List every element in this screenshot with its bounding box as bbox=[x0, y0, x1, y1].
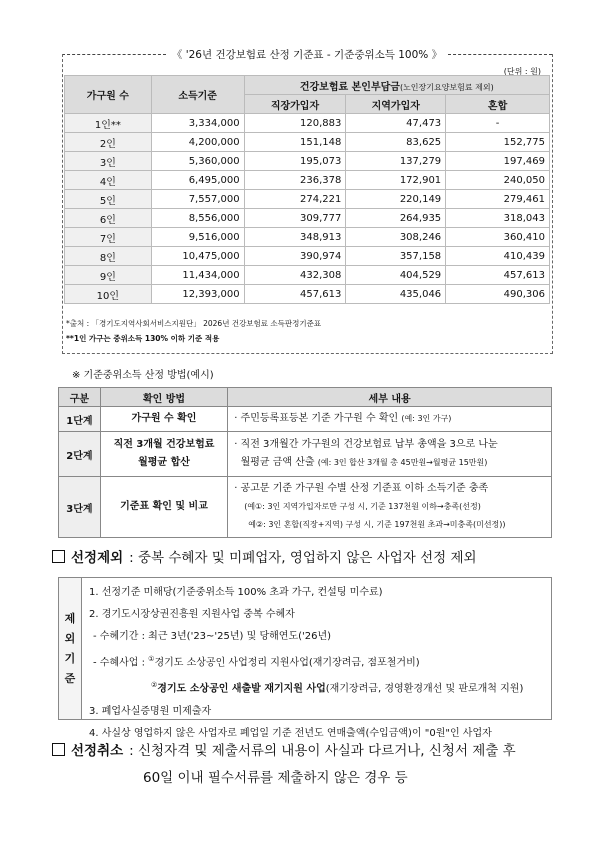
list-item bbox=[89, 648, 523, 674]
cell-regional: 137,279 bbox=[346, 152, 446, 171]
item-text: 경기도 소상공인 사업정리 지원사업(재기장려금, 점포철거비) bbox=[154, 657, 420, 669]
cell-income: 11,434,000 bbox=[151, 266, 244, 285]
header-mixed: 혼합 bbox=[446, 95, 550, 114]
step-method: 기준표 확인 및 비교 bbox=[100, 477, 227, 538]
cell-income: 5,360,000 bbox=[151, 152, 244, 171]
cell-regional: 404,529 bbox=[346, 266, 446, 285]
cell-employee: 309,777 bbox=[244, 209, 346, 228]
checkbox-square-icon bbox=[52, 550, 65, 563]
calculation-method-table bbox=[58, 387, 552, 538]
cell-regional: 83,625 bbox=[346, 133, 446, 152]
table-row bbox=[65, 190, 550, 209]
cell-income: 4,200,000 bbox=[151, 133, 244, 152]
cell-regional: 435,046 bbox=[346, 285, 446, 304]
detail-example: (예①: 3인 지역가입자로만 구성 시, 기준 137천원 이하→충족(선정) bbox=[244, 502, 481, 511]
cell-mixed: 279,461 bbox=[446, 190, 550, 209]
cell-employee: 348,913 bbox=[244, 228, 346, 247]
cell-household: 9인 bbox=[65, 266, 152, 285]
header-premium-label: 건강보험료 본인부담금 bbox=[299, 81, 400, 93]
side-char: 외 bbox=[64, 631, 76, 645]
exclusion-list bbox=[89, 582, 523, 745]
cell-mixed: 457,613 bbox=[446, 266, 550, 285]
cell-income: 12,393,000 bbox=[151, 285, 244, 304]
item-mark: ② bbox=[151, 681, 158, 690]
cell-household: 3인 bbox=[65, 152, 152, 171]
header-income: 소득기준 bbox=[151, 76, 244, 114]
unit-label: (단위 : 원) bbox=[503, 67, 541, 76]
detail-text: 월평균 금액 산출 bbox=[240, 457, 315, 468]
list-item bbox=[89, 674, 523, 700]
cancellation-text: : 신청자격 및 제출서류의 내용이 사실과 다르거나, 신청서 제출 후 bbox=[129, 743, 516, 759]
header-premium-note: (노인장기요양보험료 제외) bbox=[399, 82, 494, 92]
cell-employee: 120,883 bbox=[244, 114, 346, 133]
cell-employee: 432,308 bbox=[244, 266, 346, 285]
cell-regional: 308,246 bbox=[346, 228, 446, 247]
table-row bbox=[65, 247, 550, 266]
table-row bbox=[65, 152, 550, 171]
step-detail bbox=[228, 477, 552, 538]
cell-mixed: 410,439 bbox=[446, 247, 550, 266]
table-row bbox=[65, 114, 550, 133]
detail-text: · 주민등록표등본 기준 가구원 수 확인 bbox=[234, 413, 399, 424]
cell-household: 7인 bbox=[65, 228, 152, 247]
cell-income: 8,556,000 bbox=[151, 209, 244, 228]
cell-employee: 390,974 bbox=[244, 247, 346, 266]
list-item: 2. 경기도시장상권진흥원 지원사업 중복 수혜자 bbox=[89, 609, 295, 620]
step-method: 가구원 수 확인 bbox=[100, 407, 227, 432]
cell-income: 9,516,000 bbox=[151, 228, 244, 247]
cell-regional: 47,473 bbox=[346, 114, 446, 133]
single-household-note: **1인 가구는 중위소득 130% 이하 기준 적용 bbox=[66, 334, 220, 343]
side-char: 기 bbox=[64, 651, 76, 665]
cancellation-text-cont: 60일 이내 필수서류를 제출하지 않은 경우 등 bbox=[143, 770, 408, 786]
table-row bbox=[65, 133, 550, 152]
header-household: 가구원 수 bbox=[65, 76, 152, 114]
exclusion-side-label bbox=[59, 578, 82, 719]
cell-mixed: 318,043 bbox=[446, 209, 550, 228]
header-detail: 세부 내용 bbox=[228, 388, 552, 407]
step-detail bbox=[228, 432, 552, 477]
list-item: 4. 사실상 영업하지 않은 사업자로 폐업일 기준 전년도 연매출액(수입금액)이 "0원"인 사업자 bbox=[89, 727, 492, 739]
method-line: 월평균 합산 bbox=[138, 457, 190, 468]
cell-mixed: 360,410 bbox=[446, 228, 550, 247]
cell-mixed: 240,050 bbox=[446, 171, 550, 190]
cell-mixed: - bbox=[446, 114, 550, 133]
step-label: 1단계 bbox=[59, 407, 101, 432]
cell-regional: 220,149 bbox=[346, 190, 446, 209]
exclusion-criteria-box bbox=[58, 577, 552, 739]
table-row bbox=[65, 228, 550, 247]
item-prefix: - 수혜사업 : bbox=[93, 657, 149, 669]
cell-household: 10인 bbox=[65, 285, 152, 304]
exclusion-heading bbox=[52, 546, 477, 566]
item-bold-text: 경기도 소상공인 새출발 재기지원 사업 bbox=[157, 683, 326, 695]
cell-income: 10,475,000 bbox=[151, 247, 244, 266]
cell-mixed: 490,306 bbox=[446, 285, 550, 304]
table-row bbox=[65, 209, 550, 228]
premium-criteria-table bbox=[64, 75, 550, 304]
checkbox-square-icon bbox=[52, 743, 65, 756]
header-employee: 직장가입자 bbox=[244, 95, 346, 114]
cell-household: 1인** bbox=[65, 114, 152, 133]
cell-household: 6인 bbox=[65, 209, 152, 228]
table-row bbox=[65, 171, 550, 190]
detail-text: · 직전 3개월간 가구원의 건강보험료 납부 총액을 3으로 나눈 bbox=[234, 439, 498, 450]
exclusion-head: 선정제외 bbox=[71, 550, 124, 566]
cell-mixed: 152,775 bbox=[446, 133, 550, 152]
cancellation-head: 선정취소 bbox=[71, 743, 124, 759]
header-method: 확인 방법 bbox=[100, 388, 227, 407]
section-title-text: 《 '26년 건강보험료 산정 기준표 - 기준중위소득 100% 》 bbox=[171, 48, 443, 61]
detail-example: 예②: 3인 혼합(직장+지역) 구성 시, 기준 197천원 초과→미충족(미선정)) bbox=[248, 520, 506, 529]
step-detail bbox=[228, 407, 552, 432]
header-premium bbox=[244, 76, 549, 95]
cell-income: 6,495,000 bbox=[151, 171, 244, 190]
cell-regional: 172,901 bbox=[346, 171, 446, 190]
step-method bbox=[100, 432, 227, 477]
table-row bbox=[65, 266, 550, 285]
cell-employee: 195,073 bbox=[244, 152, 346, 171]
table-row bbox=[65, 285, 550, 304]
cell-employee: 274,221 bbox=[244, 190, 346, 209]
header-regional: 지역가입자 bbox=[346, 95, 446, 114]
cell-income: 7,557,000 bbox=[151, 190, 244, 209]
cell-household: 5인 bbox=[65, 190, 152, 209]
list-item: 3. 폐업사실증명원 미제출자 bbox=[89, 705, 212, 717]
cell-household: 8인 bbox=[65, 247, 152, 266]
example-title: ※ 기준중위소득 산정 방법(예시) bbox=[72, 370, 214, 381]
step-row bbox=[59, 477, 552, 538]
exclusion-text: : 중복 수혜자 및 미폐업자, 영업하지 않은 사업자 선정 제외 bbox=[129, 550, 477, 566]
cell-employee: 457,613 bbox=[244, 285, 346, 304]
step-row bbox=[59, 432, 552, 477]
cell-household: 4인 bbox=[65, 171, 152, 190]
step-label: 2단계 bbox=[59, 432, 101, 477]
method-line: 직전 3개월 건강보험료 bbox=[113, 439, 215, 450]
step-label: 3단계 bbox=[59, 477, 101, 538]
detail-text: · 공고문 기준 가구원 수별 산정 기준표 이하 소득기준 충족 bbox=[234, 483, 489, 494]
cell-income: 3,334,000 bbox=[151, 114, 244, 133]
cell-employee: 236,378 bbox=[244, 171, 346, 190]
cell-employee: 151,148 bbox=[244, 133, 346, 152]
source-note: *출처 : 「경기도지역사회서비스지원단」 2026년 건강보험료 소득판정기준표 bbox=[66, 319, 322, 328]
list-item: - 수혜기간 : 최근 3년('23~'25년) 및 당해연도('26년) bbox=[93, 631, 332, 642]
cell-mixed: 197,469 bbox=[446, 152, 550, 171]
item-text: (재기장려금, 경영환경개선 및 판로개척 지원) bbox=[325, 683, 524, 695]
cell-regional: 264,935 bbox=[346, 209, 446, 228]
cancellation-heading bbox=[52, 739, 516, 759]
item-mark: ① bbox=[148, 655, 155, 663]
side-char: 제 bbox=[64, 611, 76, 625]
header-step: 구분 bbox=[59, 388, 101, 407]
cell-household: 2인 bbox=[65, 133, 152, 152]
list-item: 1. 선정기준 미해당(기준중위소득 100% 초과 가구, 컨설팅 미수료) bbox=[89, 587, 383, 598]
detail-example: (예: 3인 가구) bbox=[401, 414, 452, 423]
step-row bbox=[59, 407, 552, 432]
cell-regional: 357,158 bbox=[346, 247, 446, 266]
detail-example: (예: 3인 합산 3개월 총 45만원→월평균 15만원) bbox=[317, 458, 488, 467]
side-char: 준 bbox=[64, 671, 76, 685]
